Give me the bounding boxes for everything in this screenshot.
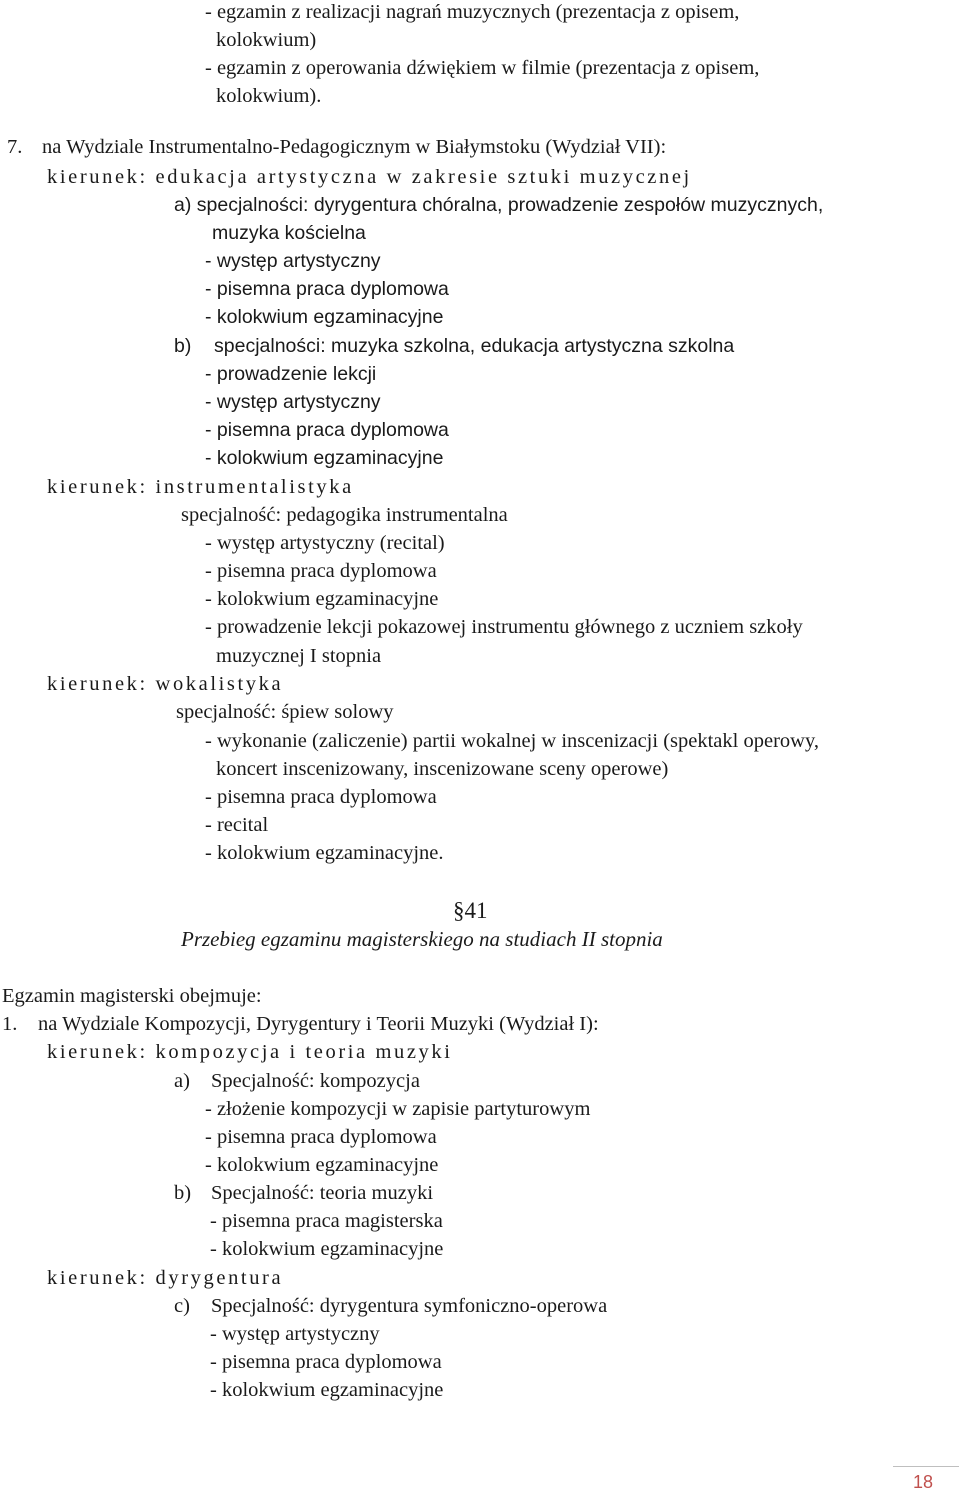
kierunek-heading: kierunek: edukacja artystyczna w zakresie sztuki muzycznej [47, 166, 692, 188]
text-line: - złożenie kompozycji w zapisie partyturowym [205, 1098, 591, 1120]
text-line: - kolokwium egzaminacyjne [205, 1154, 439, 1176]
text-line: - egzamin z operowania dźwiękiem w filmie (prezentacja z opisem, [205, 57, 760, 79]
section-title: Przebieg egzaminu magisterskiego na studiach II stopnia [181, 927, 663, 951]
text-line: - kolokwium egzaminacyjne [205, 306, 444, 328]
text-line: - występ artystyczny [205, 391, 381, 413]
paragraph-number: §41 [453, 898, 488, 923]
page-number-rule [893, 1466, 959, 1467]
section-heading: na Wydziale Instrumentalno-Pedagogicznym w Białymstoku (Wydział VII): [42, 136, 667, 158]
text-line: - występ artystyczny [205, 250, 381, 272]
text-line: - pisemna praca dyplomowa [205, 419, 449, 441]
text-line: - wykonanie (zaliczenie) partii wokalnej w inscenizacji (spektakl operowy, [205, 730, 819, 752]
text-line: Egzamin magisterski obejmuje: [2, 985, 262, 1007]
list-letter: b) [174, 1182, 192, 1204]
text-line: specjalność: pedagogika instrumentalna [181, 504, 508, 526]
text-line: muzycznej I stopnia [216, 645, 382, 667]
text-line: kolokwium). [216, 85, 322, 107]
text-line: - prowadzenie lekcji pokazowej instrumentu głównego z uczniem szkoły [205, 616, 803, 638]
list-letter: a) [174, 1070, 190, 1092]
section-heading: na Wydziale Kompozycji, Dyrygentury i Teorii Muzyki (Wydział I): [38, 1013, 599, 1035]
text-line: koncert inscenizowany, inscenizowane sceny operowe) [216, 758, 669, 780]
text-line: - pisemna praca dyplomowa [205, 278, 449, 300]
text-line: - występ artystyczny (recital) [205, 532, 445, 554]
text-line: - pisemna praca dyplomowa [210, 1351, 442, 1373]
text-line: Specjalność: dyrygentura symfoniczno-operowa [211, 1295, 608, 1317]
text-line: specjalności: muzyka szkolna, edukacja artystyczna szkolna [214, 335, 735, 357]
list-letter: b) [174, 335, 192, 357]
text-line: Specjalność: teoria muzyki [211, 1182, 434, 1204]
text-line: - recital [205, 814, 269, 836]
text-line: - kolokwium egzaminacyjne [205, 447, 444, 469]
kierunek-heading: kierunek: instrumentalistyka [47, 476, 354, 498]
text-line: - występ artystyczny [210, 1323, 380, 1345]
list-number: 1. [2, 1013, 18, 1035]
text-line: a) specjalności: dyrygentura chóralna, prowadzenie zespołów muzycznych, [174, 194, 824, 216]
text-line: - pisemna praca dyplomowa [205, 786, 437, 808]
list-letter: c) [174, 1295, 190, 1317]
text-line: - kolokwium egzaminacyjne [210, 1238, 444, 1260]
text-line: - pisemna praca dyplomowa [205, 560, 437, 582]
text-line: - pisemna praca dyplomowa [205, 1126, 437, 1148]
text-line: - pisemna praca magisterska [210, 1210, 443, 1232]
text-line: kolokwium) [216, 29, 317, 51]
kierunek-heading: kierunek: wokalistyka [47, 673, 284, 695]
text-line: - prowadzenie lekcji [205, 363, 377, 385]
text-line: - kolokwium egzaminacyjne. [205, 842, 444, 864]
text-line: - kolokwium egzaminacyjne [210, 1379, 444, 1401]
kierunek-heading: kierunek: kompozycja i teoria muzyki [47, 1041, 453, 1063]
text-line: muzyka kościelna [212, 222, 366, 244]
text-line: - kolokwium egzaminacyjne [205, 588, 439, 610]
text-line: Specjalność: kompozycja [211, 1070, 420, 1092]
kierunek-heading: kierunek: dyrygentura [47, 1267, 284, 1289]
text-line: - egzamin z realizacji nagrań muzycznych (prezentacja z opisem, [205, 1, 740, 23]
page-number: 18 [913, 1472, 934, 1492]
list-number: 7. [7, 136, 23, 158]
text-line: specjalność: śpiew solowy [176, 701, 394, 723]
